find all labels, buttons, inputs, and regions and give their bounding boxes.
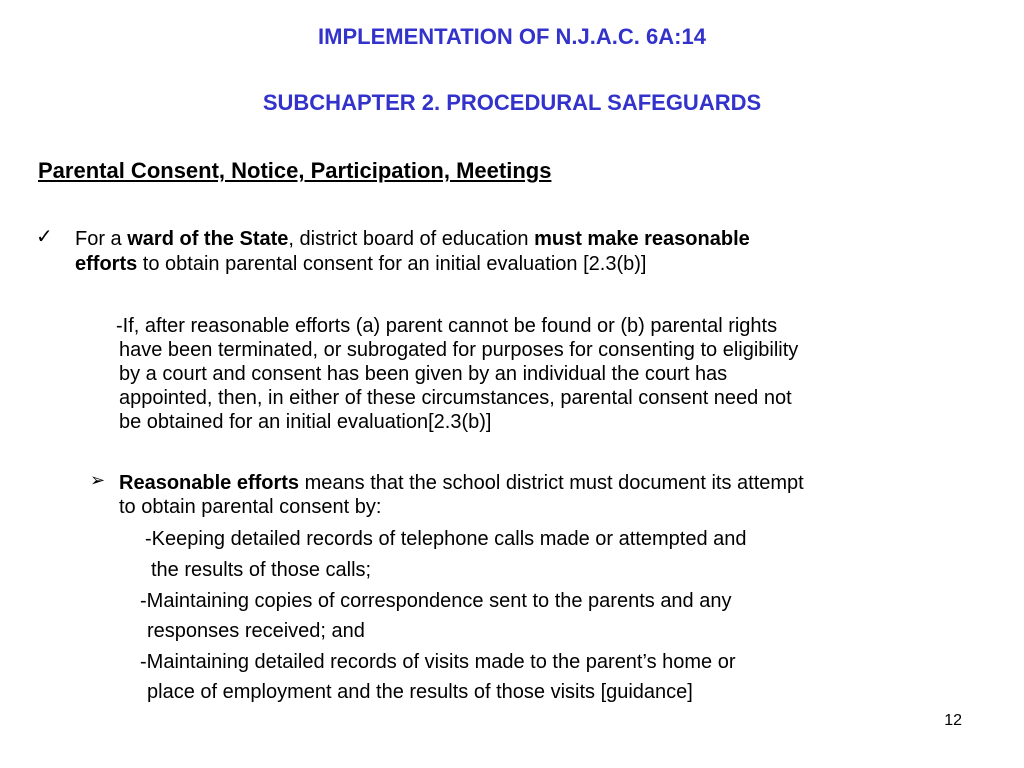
arrow-bullet-icon: ➢ [90, 470, 106, 490]
section-heading: Parental Consent, Notice, Participation, Meetings [38, 158, 552, 183]
sub-paragraph-line: -If, after reasonable efforts (a) parent cannot be found or (b) parental rights [116, 315, 778, 337]
list-item: place of employment and the results of those visits [guidance] [147, 681, 693, 703]
list-item: -Maintaining detailed records of visits made to the parent’s home or [140, 651, 736, 673]
sub-paragraph-line: by a court and consent has been given by an individual the court has [119, 363, 728, 385]
sub-paragraph-line: have been terminated, or subrogated for purposes for consenting to eligibility [119, 339, 799, 361]
list-item: -Maintaining copies of correspondence sent to the parents and any [140, 590, 732, 612]
list-item: responses received; and [147, 620, 365, 642]
list-item: -Keeping detailed records of telephone calls made or attempted and [145, 528, 747, 550]
checkmark-icon: ✓ [36, 226, 53, 248]
list-item: the results of those calls; [151, 559, 372, 581]
bullet2-line2: to obtain parental consent by: [119, 496, 382, 518]
sub-paragraph-line: be obtained for an initial evaluation[2.3(b)] [119, 411, 492, 433]
bullet1-line2: efforts to obtain parental consent for an initial evaluation [2.3(b)] [75, 253, 647, 275]
title-line-1: IMPLEMENTATION OF N.J.A.C. 6A:14 [318, 24, 706, 49]
title-line-2: SUBCHAPTER 2. PROCEDURAL SAFEGUARDS [262, 90, 762, 115]
sub-paragraph-line: appointed, then, in either of these circumstances, parental consent need not [119, 387, 792, 409]
bullet1-line1: For a ward of the State, district board of education must make reasonable [75, 228, 750, 250]
page-number: 12 [944, 712, 962, 729]
bullet2-line1: Reasonable efforts means that the school district must document its attempt [119, 472, 804, 494]
